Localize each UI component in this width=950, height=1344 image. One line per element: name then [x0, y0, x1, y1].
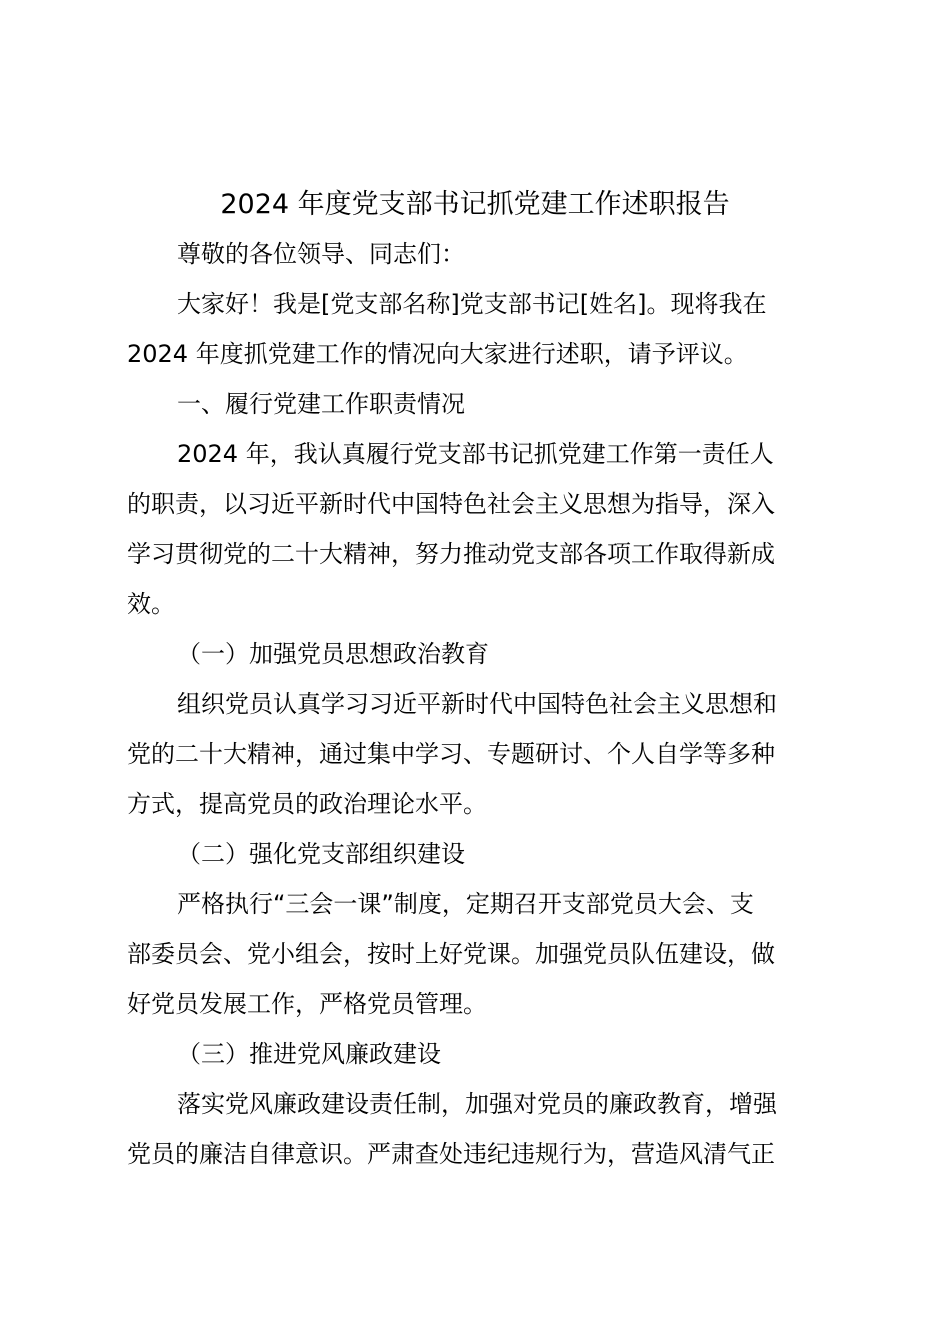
paragraph-line: 的职责，以习近平新时代中国特色社会主义思想为指导，深入 [127, 490, 775, 518]
section-heading: 一、履行党建工作职责情况 [177, 390, 465, 418]
subsection-heading: （一）加强党员思想政治教育 [177, 640, 489, 668]
paragraph-line: 部委员会、党小组会，按时上好党课。加强党员队伍建设，做 [127, 940, 775, 968]
paragraph-line: 组织党员认真学习习近平新时代中国特色社会主义思想和 [177, 690, 777, 718]
paragraph-line: 党的二十大精神，通过集中学习、专题研讨、个人自学等多种 [127, 740, 775, 768]
subsection-heading: （二）强化党支部组织建设 [177, 840, 465, 868]
salutation: 尊敬的各位领导、同志们： [177, 240, 465, 268]
paragraph-line: 大家好！我是[党支部名称]党支部书记[姓名]。现将我在 [177, 290, 767, 318]
paragraph-line: 严格执行“三会一课”制度，定期召开支部党员大会、支 [177, 890, 754, 918]
subsection-heading: （三）推进党风廉政建设 [177, 1040, 441, 1068]
document-title: 2024 年度党支部书记抓党建工作述职报告 [220, 189, 730, 220]
paragraph-line: 落实党风廉政建设责任制，加强对党员的廉政教育，增强 [177, 1090, 777, 1118]
paragraph-line: 2024 年度抓党建工作的情况向大家进行述职，请予评议。 [127, 340, 748, 368]
paragraph-line: 方式，提高党员的政治理论水平。 [127, 790, 487, 818]
paragraph-line: 党员的廉洁自律意识。严肃查处违纪违规行为，营造风清气正 [127, 1140, 775, 1168]
paragraph-line: 学习贯彻党的二十大精神，努力推动党支部各项工作取得新成 [127, 540, 775, 568]
paragraph-line: 2024 年，我认真履行党支部书记抓党建工作第一责任人 [177, 440, 774, 468]
paragraph-line: 好党员发展工作，严格党员管理。 [127, 990, 487, 1018]
paragraph-line: 效。 [127, 590, 175, 618]
